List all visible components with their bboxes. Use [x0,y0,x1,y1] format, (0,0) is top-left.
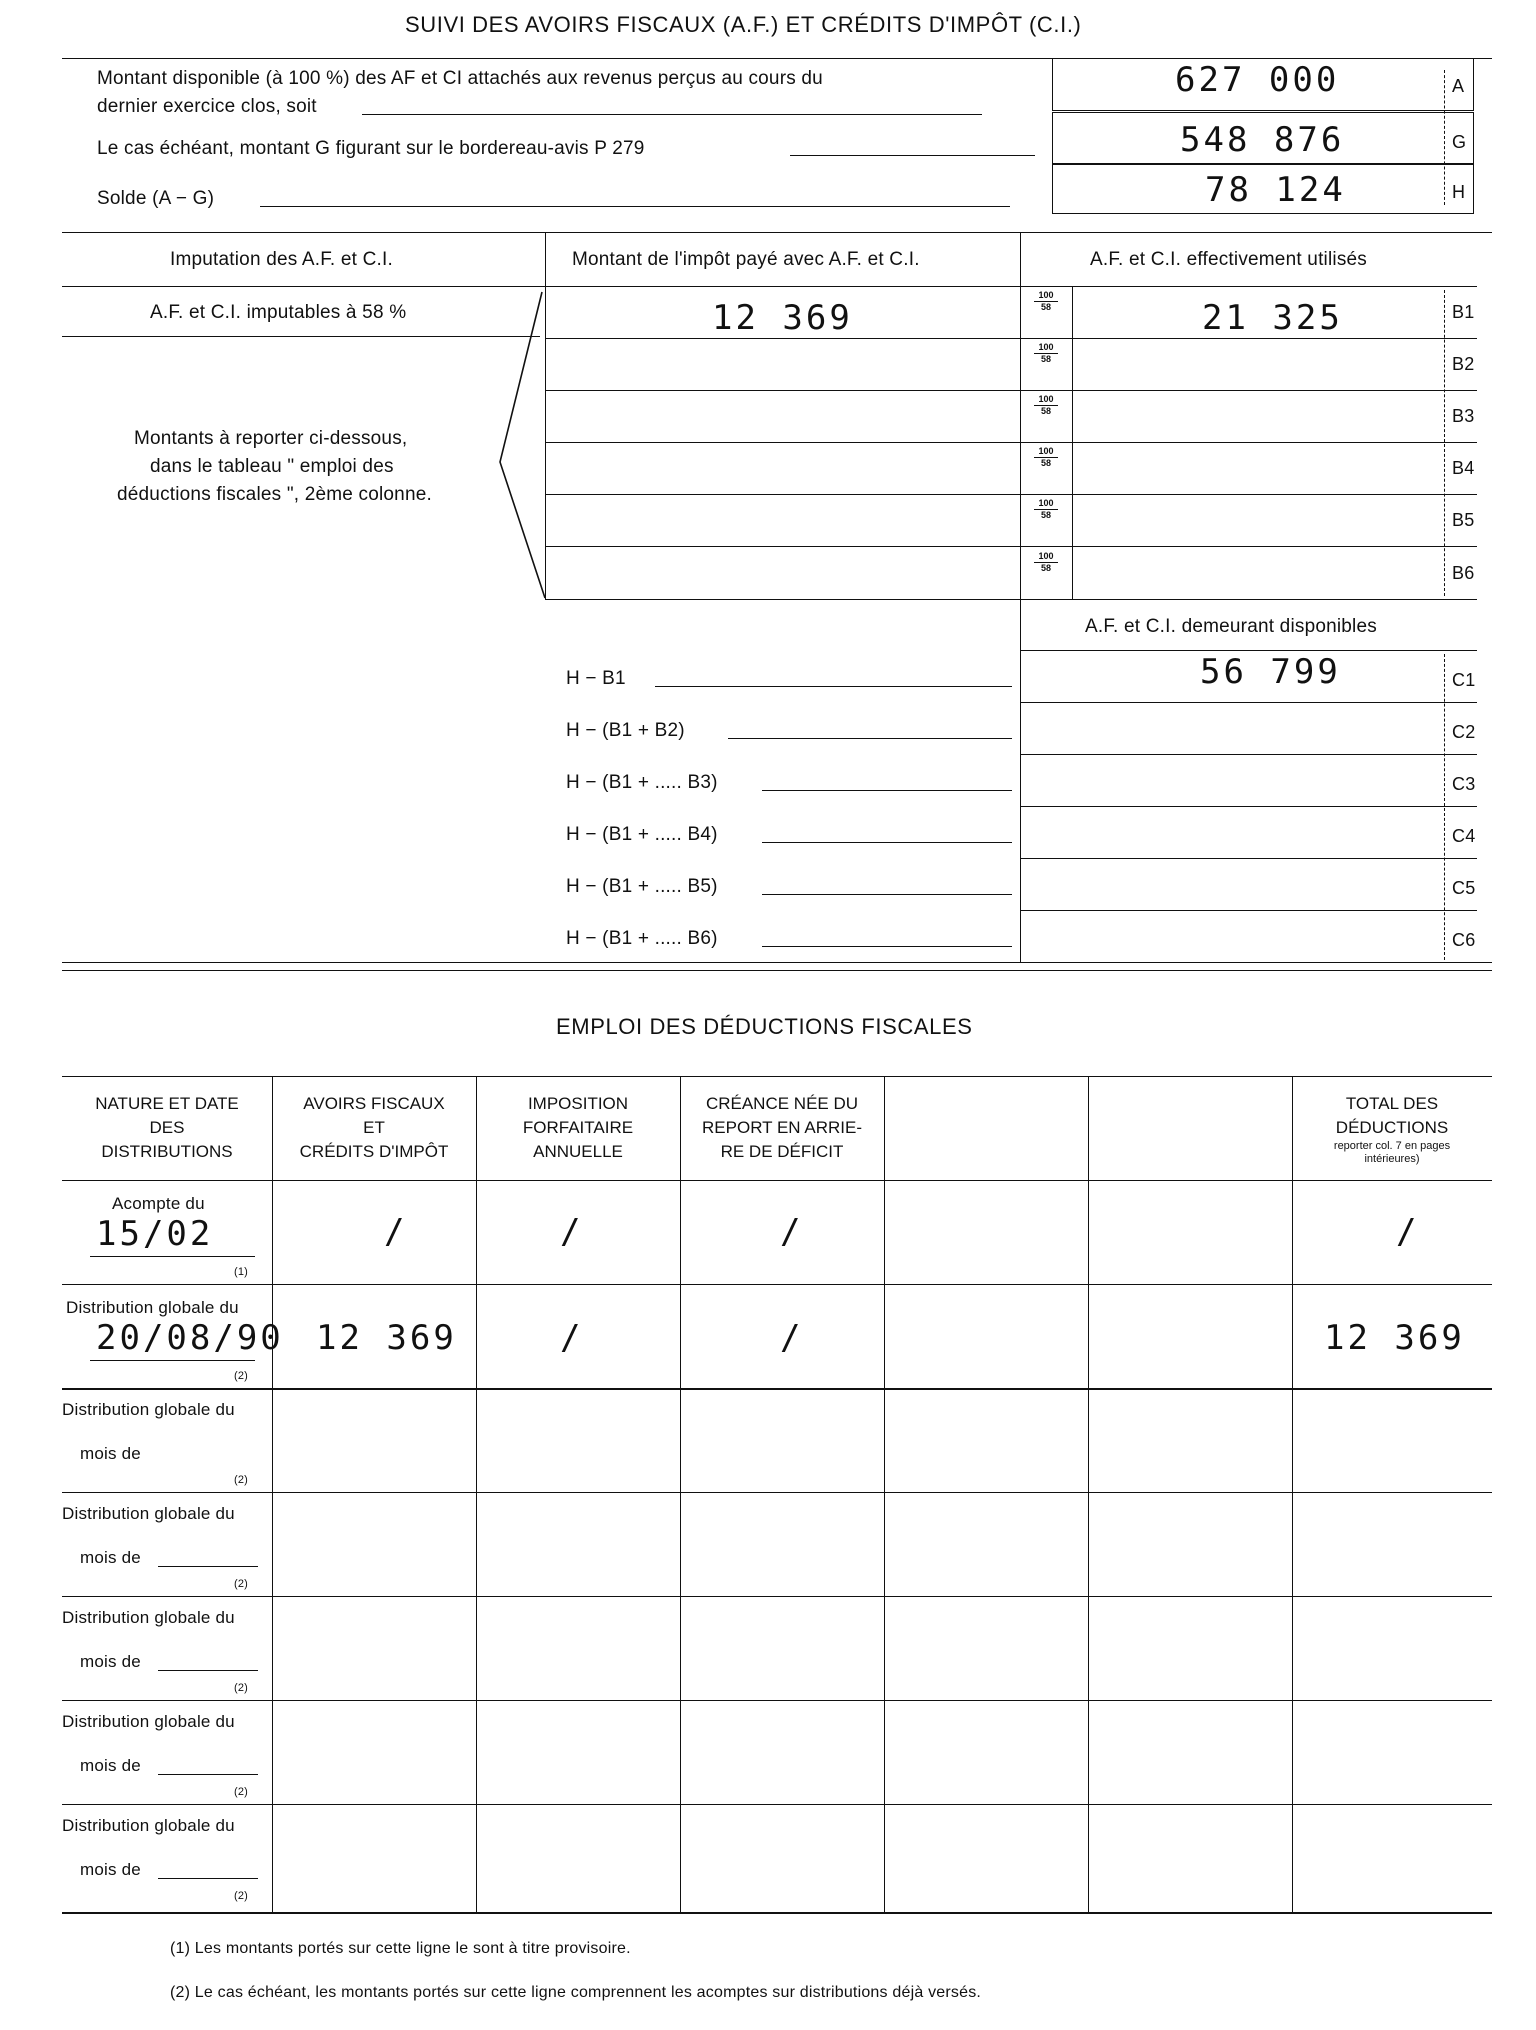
dem-line-3 [1020,806,1477,807]
dem-row2-label: H − (B1 + B2) [566,720,685,741]
dist1-date: 20/08/90 [96,1318,284,1358]
code-c1: C1 [1452,670,1476,690]
emploi-bottom-rule [62,1912,1492,1914]
dem-left [1020,599,1021,963]
report-note-2: dans le tableau " emploi des [150,456,394,477]
fraction-b4: $\frac{100}{58}$ [1034,446,1058,469]
dem-header: A.F. et C.I. demeurant disponibles [1085,616,1377,637]
emploi-col-div-5 [1088,1076,1089,1912]
dist2-mois: mois de [80,1444,141,1463]
dist3-mois-line [158,1566,258,1567]
dist2-label: Distribution globale du [62,1400,235,1419]
dist6-label: Distribution globale du [62,1816,235,1835]
dem-row6-label: H − (B1 + ..... B6) [566,928,718,949]
dem-row2-leader [728,738,1012,739]
dist4-mois: mois de [80,1652,141,1671]
dist1-avoirs: 12 369 [316,1318,457,1358]
emploi-header-avoirs: AVOIRS FISCAUX ET CRÉDITS D'IMPÔT [299,1094,449,1161]
dem-row5-leader [762,894,1012,895]
fraction-b6: $\frac{100}{58}$ [1034,551,1058,574]
dist3-mois: mois de [80,1548,141,1567]
dist5-note: (2) [234,1786,249,1798]
code-b2: B2 [1452,354,1475,374]
dem-code-div [1444,654,1445,960]
code-b5: B5 [1452,510,1475,530]
dist1-label: Distribution globale du [66,1298,239,1317]
b-row-line-3 [545,442,1477,443]
emploi-col-div-4 [884,1076,885,1912]
b-grid-mid [1020,286,1021,600]
b-grid-code-div [1444,290,1445,596]
dist1-note: (2) [234,1370,249,1382]
dem-row6-leader [762,946,1012,947]
dem-row4-label: H − (B1 + ..... B4) [566,824,718,845]
b-row-line-4 [545,494,1477,495]
emploi-row4-bottom [62,1596,1492,1597]
fraction-b3: $\frac{100}{58}$ [1034,394,1058,417]
acompte-total: / [1396,1212,1420,1252]
emploi-header-nature: NATURE ET DATE DES DISTRIBUTIONS [95,1094,239,1161]
acompte-label: Acompte du [112,1194,205,1213]
emploi-header-creance: CRÉANCE NÉE DU REPORT EN ARRIE- RE DE DÉFICIT [702,1094,862,1161]
imp-col3-header: A.F. et C.I. effectivement utilisés [1090,249,1367,270]
dist3-note: (2) [234,1578,249,1590]
code-a: A [1452,76,1465,96]
acompte-date: 15/02 [96,1214,214,1254]
imp-col-div-1 [545,232,546,286]
dist5-label: Distribution globale du [62,1712,235,1731]
dist4-label: Distribution globale du [62,1608,235,1627]
row-g-label: Le cas échéant, montant G figurant sur le bordereau-avis P 279 [97,138,645,159]
emploi-row3-bottom [62,1492,1492,1493]
emploi-row5-bottom [62,1700,1492,1701]
emploi-col-div-6 [1292,1076,1293,1912]
dem-row4-leader [762,842,1012,843]
solde-label: Solde (A − G) [97,188,215,209]
imp-header-bottom [62,286,1477,287]
solde-leader [260,206,1010,207]
code-c2: C2 [1452,722,1476,742]
dist5-mois-line [158,1774,258,1775]
imp-row1-impot: 12 369 [712,298,853,338]
row-g-leader [790,155,1035,156]
emploi-header-total: TOTAL DES DÉDUCTIONS reporter col. 7 en pages intérieures) [1333,1094,1451,1165]
dem-row3-label: H − (B1 + ..... B3) [566,772,718,793]
row-a-value: 627 000 [1175,60,1340,100]
dem-row5-label: H − (B1 + ..... B5) [566,876,718,897]
dem-line-2 [1020,754,1477,755]
b-grid-frac [1072,286,1073,600]
acompte-creance: / [780,1212,804,1252]
dem-row1-leader [655,686,1012,687]
code-b3: B3 [1452,406,1475,426]
acompte-note: (1) [234,1266,249,1278]
dem-line-5 [1020,910,1477,911]
acompte-date-line [90,1256,255,1257]
top-code-divider [1444,70,1445,205]
row-g-value: 548 876 [1180,120,1345,160]
row-a-label-1: Montant disponible (à 100 %) des AF et CI attachés aux revenus perçus au cours du [97,68,823,89]
b-row-line-2 [545,390,1477,391]
dem-line-1 [1020,702,1477,703]
dist3-label: Distribution globale du [62,1504,235,1523]
imp-row1-label: A.F. et C.I. imputables à 58 % [150,302,407,323]
code-b4: B4 [1452,458,1475,478]
imp-col-div-2 [1020,232,1021,286]
emploi-col-div-1 [272,1076,273,1912]
fraction-b2: $\frac{100}{58}$ [1034,342,1058,365]
emploi-col-div-2 [476,1076,477,1912]
dist6-mois: mois de [80,1860,141,1879]
report-note-3: déductions fiscales ", 2ème colonne. [117,484,432,505]
code-b6: B6 [1452,563,1475,583]
acompte-imposition: / [560,1212,584,1252]
dem-line-4 [1020,858,1477,859]
solde-value: 78 124 [1205,170,1346,210]
b-row-line-6 [545,599,1477,600]
dist6-mois-line [158,1878,258,1879]
emploi-col-div-3 [680,1076,681,1912]
dem-row1-label: H − B1 [566,668,626,689]
emploi-row1-bottom [62,1284,1492,1285]
dist1-creance: / [780,1318,804,1358]
report-note-1: Montants à reporter ci-dessous, [134,428,408,449]
emploi-row2-bottom [62,1388,1492,1390]
b-row-line-5 [545,546,1477,547]
dist6-note: (2) [234,1890,249,1902]
emploi-row6-bottom [62,1804,1492,1805]
b-row-line-1 [545,338,1477,339]
dem-row1-value: 56 799 [1200,652,1341,692]
footnote-2: (2) Le cas échéant, les montants portés sur cette ligne comprennent les acomptes sur distributions déjà versés. [170,1984,982,2001]
suivi-bottom-rule-1 [62,962,1492,963]
code-b1: B1 [1452,302,1475,322]
code-c6: C6 [1452,930,1476,950]
code-c4: C4 [1452,826,1476,846]
dist1-total: 12 369 [1324,1318,1465,1358]
imputation-top-rule [62,232,1492,233]
code-g: G [1452,132,1467,152]
imp-col2-header: Montant de l'impôt payé avec A.F. et C.I. [572,249,920,270]
dist4-note: (2) [234,1682,249,1694]
imp-row1-bottom-left [62,336,540,337]
acompte-avoirs: / [384,1212,408,1252]
dist1-imposition: / [560,1318,584,1358]
footnote-1: (1) Les montants portés sur cette ligne le sont à titre provisoire. [170,1940,631,1957]
dem-header-bottom [1020,650,1477,651]
dist5-mois: mois de [80,1756,141,1775]
dist2-note: (2) [234,1474,249,1486]
emploi-title: EMPLOI DES DÉDUCTIONS FISCALES [556,1014,973,1039]
fraction-b5: $\frac{100}{58}$ [1034,498,1058,521]
emploi-header-bottom [62,1180,1492,1181]
code-h: H [1452,182,1466,202]
imp-row1-utilises: 21 325 [1202,298,1343,338]
emploi-header-imposition: IMPOSITION FORFAITAIRE ANNUELLE [522,1094,634,1161]
code-c5: C5 [1452,878,1476,898]
fraction-b1: $\frac{100}{58}$ [1034,290,1058,313]
emploi-top-rule [62,1076,1492,1077]
report-bracket [490,290,550,602]
dem-row3-leader [762,790,1012,791]
dist1-date-line [90,1360,255,1361]
dist4-mois-line [158,1670,258,1671]
suivi-title: SUIVI DES AVOIRS FISCAUX (A.F.) ET CRÉDITS D'IMPÔT (C.I.) [405,12,1082,37]
code-c3: C3 [1452,774,1476,794]
row-a-label-2: dernier exercice clos, soit [97,96,317,117]
row-a-leader [362,114,982,115]
suivi-bottom-rule-2 [62,970,1492,971]
imp-col1-header: Imputation des A.F. et C.I. [170,249,393,270]
